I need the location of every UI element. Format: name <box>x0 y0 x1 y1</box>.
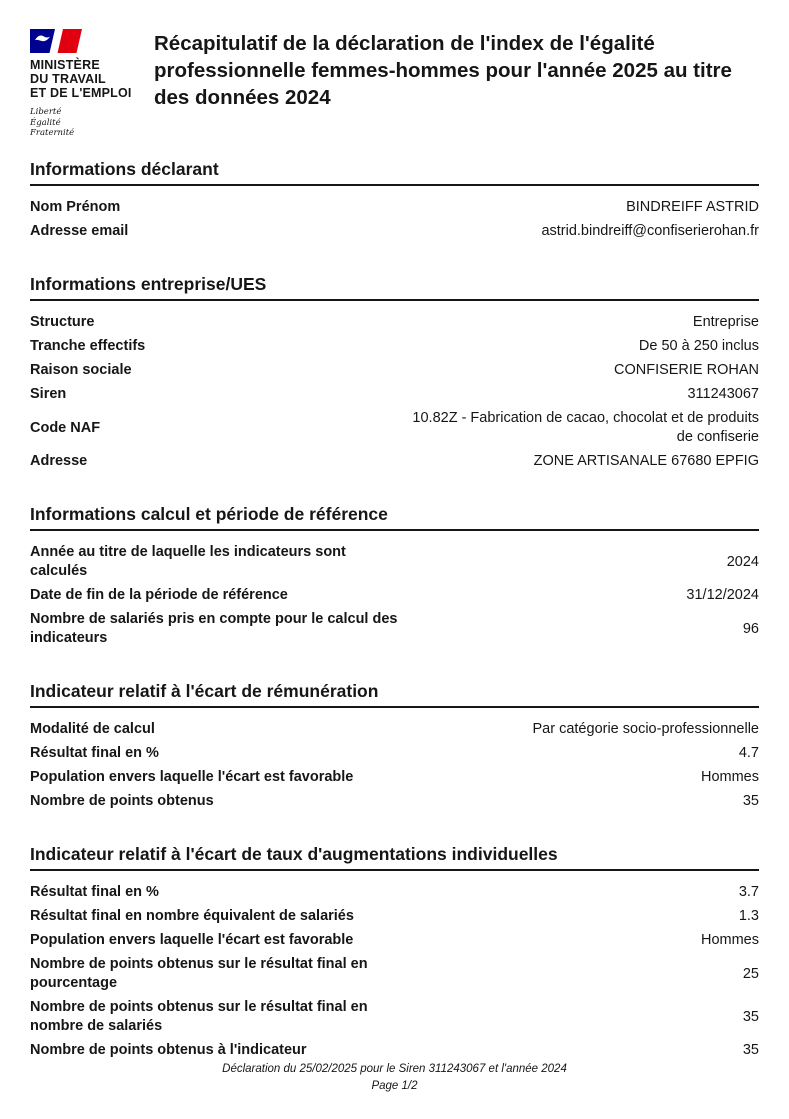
field-label: Raison sociale <box>30 362 132 378</box>
footer-declaration-line: Déclaration du 25/02/2025 pour le Siren 311243067 et l'année 2024 <box>222 1063 567 1075</box>
field-value: 35 <box>742 1008 759 1025</box>
section-informations-calcul <box>30 504 759 651</box>
field-label: Date de fin de la période de référence <box>30 587 288 603</box>
field-label: Siren <box>30 386 67 402</box>
field-row <box>30 881 759 905</box>
field-value: ZONE ARTISANALE 67680 EPFIG <box>533 453 759 469</box>
footer-page-number: Page 1/2 <box>371 1080 418 1092</box>
field-value: 31/12/2024 <box>686 587 759 603</box>
section-heading: Informations entreprise/UES <box>30 274 759 301</box>
field-value: 35 <box>742 793 759 809</box>
ministry-logo <box>30 28 150 139</box>
field-row <box>30 953 759 996</box>
page-title-line: Récapitulatif de la déclaration de l'index de l'égalité <box>154 32 655 55</box>
field-row <box>30 541 759 584</box>
field-row <box>30 220 759 244</box>
page-footer <box>0 1061 789 1095</box>
section-indicateur-augmentations <box>30 844 759 1063</box>
field-label: Population envers laquelle l'écart est favorable <box>30 769 354 785</box>
field-label: Tranche effectifs <box>30 338 146 354</box>
field-label: Population envers laquelle l'écart est favorable <box>30 932 354 948</box>
field-value: Hommes <box>700 769 759 785</box>
field-label: Nombre de points obtenus à l'indicateur <box>30 1042 307 1058</box>
field-value: CONFISERIE ROHAN <box>613 362 759 378</box>
field-row <box>30 407 759 450</box>
field-value: Hommes <box>700 932 759 948</box>
field-value: 3.7 <box>738 884 759 900</box>
field-row <box>30 359 759 383</box>
field-value: De 50 à 250 inclus <box>638 338 759 354</box>
field-label: Nombre de points obtenus sur le résultat final en pourcentage <box>30 956 368 991</box>
field-row <box>30 584 759 608</box>
document-header <box>30 28 759 139</box>
field-value: BINDREIFF ASTRID <box>626 199 759 215</box>
page-title <box>150 30 732 111</box>
section-heading: Informations calcul et période de référence <box>30 504 759 531</box>
field-value: Par catégorie socio-professionnelle <box>532 721 759 737</box>
republic-motto <box>30 107 150 139</box>
field-row <box>30 311 759 335</box>
field-value: 1.3 <box>738 908 759 924</box>
field-row <box>30 742 759 766</box>
field-value: Entreprise <box>692 314 759 330</box>
field-row <box>30 335 759 359</box>
field-row <box>30 1039 759 1063</box>
section-informations-entreprise <box>30 274 759 474</box>
field-value: 2024 <box>726 553 759 570</box>
field-row <box>30 929 759 953</box>
field-row <box>30 608 759 651</box>
field-row <box>30 766 759 790</box>
field-label: Année au titre de laquelle les indicateurs sont calculés <box>30 544 346 579</box>
field-value: 311243067 <box>687 386 759 402</box>
field-row <box>30 996 759 1039</box>
field-row <box>30 383 759 407</box>
field-label: Modalité de calcul <box>30 721 155 737</box>
field-label: Résultat final en % <box>30 745 159 761</box>
field-label: Nom Prénom <box>30 199 121 215</box>
field-label: Nombre de points obtenus sur le résultat final en nombre de salariés <box>30 999 368 1034</box>
french-flag-icon <box>30 28 88 54</box>
motto-line: Égalité <box>30 117 61 128</box>
section-indicateur-remuneration <box>30 681 759 814</box>
ministry-name <box>30 58 150 100</box>
field-label: Nombre de points obtenus <box>30 793 214 809</box>
field-value: 35 <box>742 1042 759 1058</box>
ministry-name-line: DU TRAVAIL <box>30 72 106 86</box>
section-heading: Indicateur relatif à l'écart de rémunération <box>30 681 759 708</box>
field-value: 25 <box>742 965 759 982</box>
page-title-line: professionnelle femmes-hommes pour l'année 2025 au titre <box>154 59 732 82</box>
section-heading: Indicateur relatif à l'écart de taux d'augmentations individuelles <box>30 844 759 871</box>
field-row <box>30 450 759 474</box>
field-row <box>30 905 759 929</box>
page-title-line: des données 2024 <box>154 86 331 109</box>
section-heading: Informations déclarant <box>30 159 759 186</box>
field-label: Structure <box>30 314 95 330</box>
section-informations-declarant <box>30 159 759 244</box>
field-value: 10.82Z - Fabrication de cacao, chocolat et de produits de confiserie <box>412 410 759 445</box>
field-label: Adresse <box>30 453 88 469</box>
ministry-name-line: MINISTÈRE <box>30 58 100 72</box>
field-value: 4.7 <box>738 745 759 761</box>
field-label: Nombre de salariés pris en compte pour le calcul des indicateurs <box>30 611 398 646</box>
field-label: Résultat final en % <box>30 884 159 900</box>
ministry-name-line: ET DE L'EMPLOI <box>30 86 132 100</box>
field-label: Résultat final en nombre équivalent de salariés <box>30 908 354 924</box>
field-row <box>30 790 759 814</box>
field-label: Code NAF <box>30 419 101 436</box>
field-value: astrid.bindreiff@confiserierohan.fr <box>541 223 759 239</box>
field-row <box>30 718 759 742</box>
field-value: 96 <box>742 620 759 637</box>
motto-line: Liberté <box>30 107 62 117</box>
field-label: Adresse email <box>30 223 129 239</box>
field-row <box>30 196 759 220</box>
motto-line: Fraternité <box>30 128 75 138</box>
